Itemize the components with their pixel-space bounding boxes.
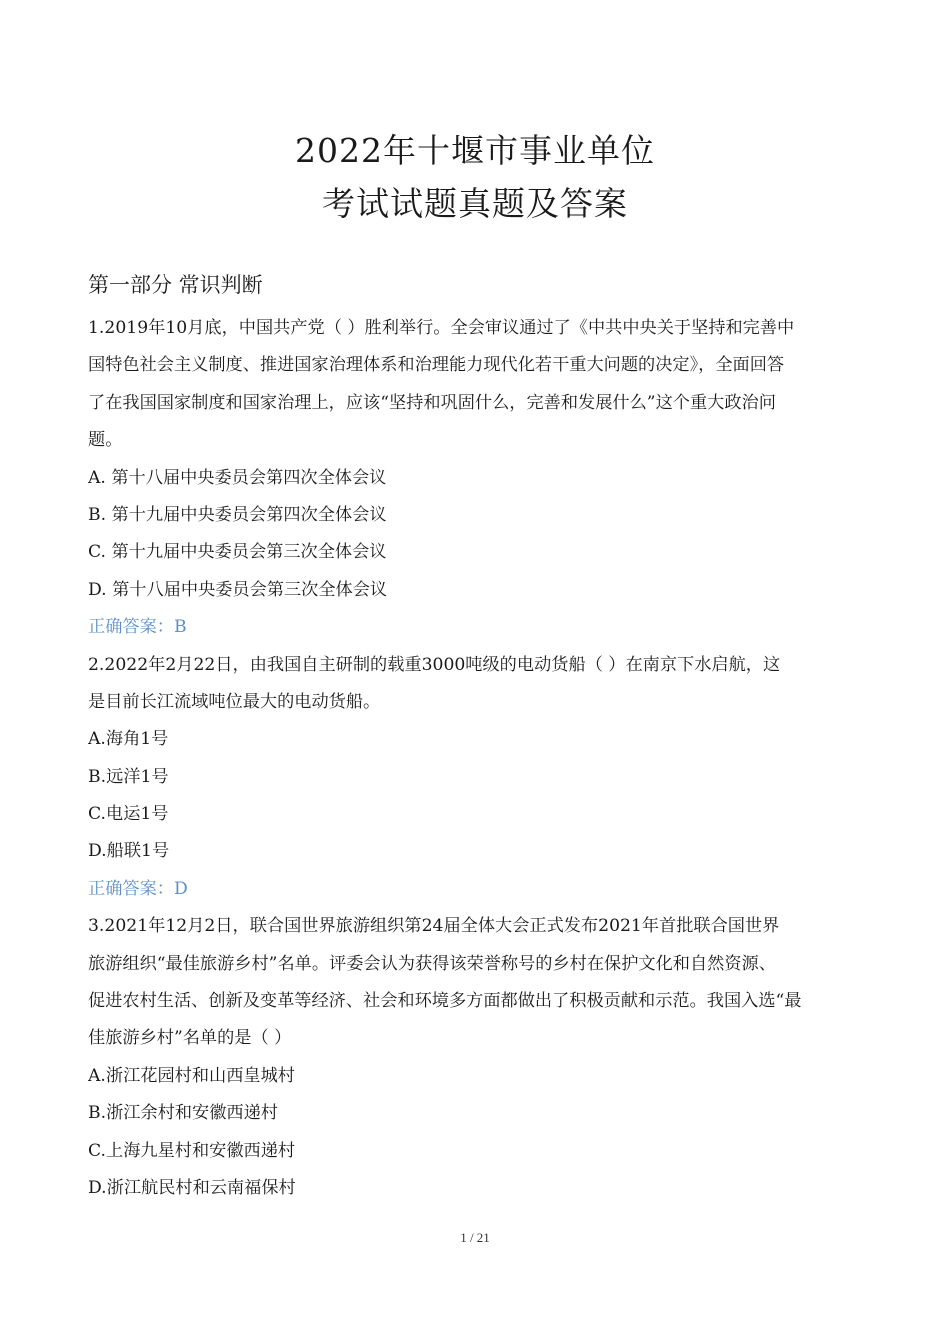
option-d: D. 第十八届中央委员会第三次全体会议 xyxy=(88,579,388,600)
option-d: D.船联1号 xyxy=(88,841,170,862)
question-3 xyxy=(88,908,868,1207)
option-c: C. 第十九届中央委员会第三次全体会议 xyxy=(88,542,387,563)
question-stem-line: 1.2019年10月底，中国共产党（ ）胜利举行。全会审议通过了《中共中央关于坚持和完善中 xyxy=(88,318,795,338)
question-stem-line: 是目前长江流域吨位最大的电动货船。 xyxy=(88,691,381,712)
document-title-line2: 考试试题真题及答案 xyxy=(322,184,628,223)
option-c: C.电运1号 xyxy=(88,804,169,825)
correct-answer: 正确答案：D xyxy=(88,878,188,899)
option-c: C.上海九星村和安徽西递村 xyxy=(88,1140,296,1161)
option-b: B. 第十九届中央委员会第四次全体会议 xyxy=(88,504,387,525)
question-list xyxy=(88,310,868,1207)
question-stem-line: 旅游组织“最佳旅游乡村”名单。评委会认为获得该荣誉称号的乡村在保护文化和自然资源、 xyxy=(88,953,776,974)
page-number: 1 / 21 xyxy=(460,1230,490,1245)
question-stem-line: 了在我国国家制度和国家治理上，应该“坚持和巩固什么，完善和发展什么”这个重大政治问 xyxy=(88,392,776,413)
question-stem-line: 题。 xyxy=(88,430,123,451)
option-d: D.浙江航民村和云南福保村 xyxy=(88,1177,296,1198)
option-b: B.远洋1号 xyxy=(88,766,169,787)
correct-answer: 正确答案：B xyxy=(88,617,187,638)
question-2 xyxy=(88,647,868,909)
section-heading: 第一部分 常识判断 xyxy=(88,273,263,297)
question-stem-line: 国特色社会主义制度、推进国家治理体系和治理能力现代化若干重大问题的决定》，全面回答 xyxy=(88,355,785,376)
question-1 xyxy=(88,310,868,647)
option-b: B.浙江余村和安徽西递村 xyxy=(88,1103,278,1124)
option-a: A. 第十八届中央委员会第四次全体会议 xyxy=(88,467,387,488)
document-title-line1: 2022年十堰市事业单位 xyxy=(295,131,655,170)
question-stem-line: 佳旅游乡村”名单的是（ ） xyxy=(88,1028,292,1049)
question-stem-line: 2.2022年2月22日，由我国自主研制的载重3000吨级的电动货船（ ）在南京下水启航，这 xyxy=(88,654,781,675)
option-a: A.海角1号 xyxy=(88,729,169,750)
question-stem-line: 促进农村生活、创新及变革等经济、社会和环境多方面都做出了积极贡献和示范。我国入选“最 xyxy=(88,991,802,1012)
question-stem-line: 3.2021年12月2日，联合国世界旅游组织第24届全体大会正式发布2021年首批联合国世界 xyxy=(88,916,780,937)
option-a: A.浙江花园村和山西皇城村 xyxy=(88,1065,295,1086)
